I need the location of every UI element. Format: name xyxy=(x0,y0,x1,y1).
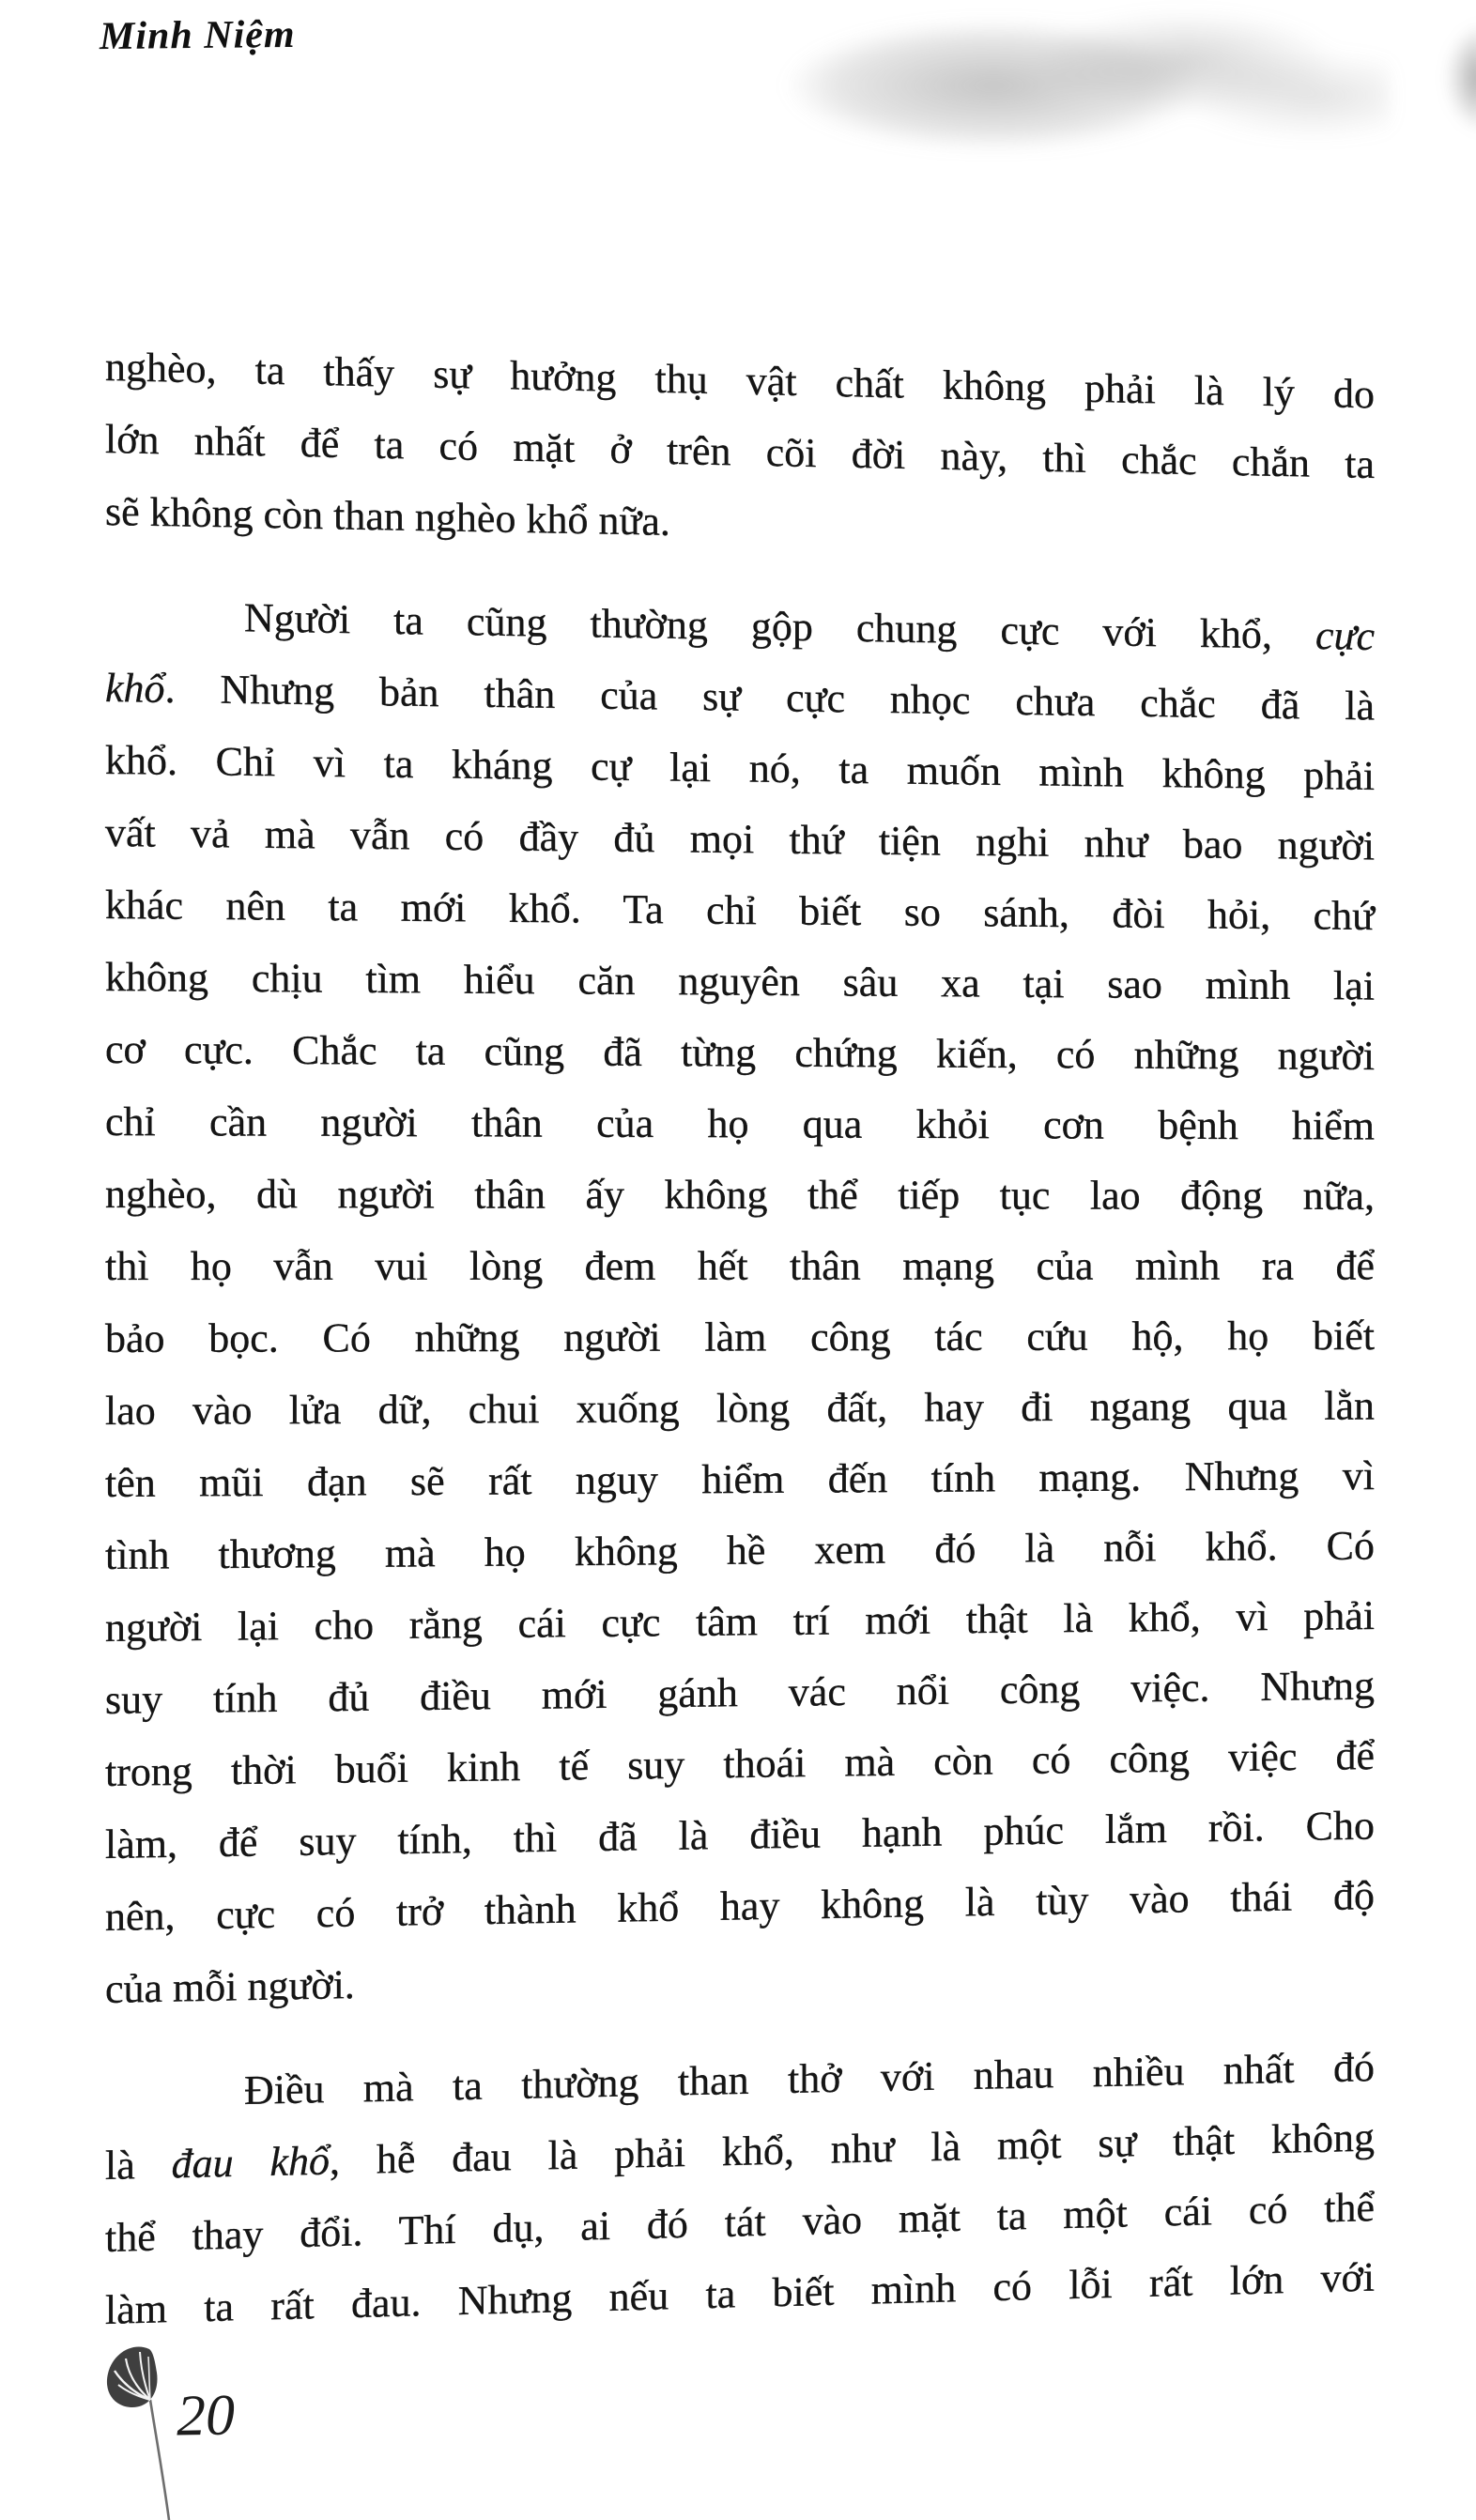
text-segment: , hễ đau là phải khổ, như là một sự thật không xyxy=(330,2113,1375,2184)
text-segment: chỉ cần người thân của họ qua khỏi cơn bệnh hiểm xyxy=(105,1099,1375,1149)
text-line xyxy=(105,1013,1375,1092)
text-line xyxy=(105,1370,1375,1447)
text-segment: tình thương mà họ không hề xem đó là nỗi khổ. Có xyxy=(105,1522,1375,1578)
page-header-author: Minh Niệm xyxy=(99,12,296,59)
text-segment: khổ. Chỉ vì ta kháng cự lại nó, ta muốn mình không phải xyxy=(105,737,1375,800)
text-line xyxy=(105,1299,1375,1375)
text-segment: vất vả mà vẫn có đầy đủ mọi thứ tiện nghi như bao người xyxy=(105,809,1375,869)
text-line xyxy=(105,868,1375,952)
body-text xyxy=(105,330,1375,2346)
text-segment: Điều mà ta thường than thở với nhau nhiều nhất đó xyxy=(244,2044,1375,2113)
text-segment: làm ta rất đau. Nhưng nếu ta biết mình có lỗi rất lớn với xyxy=(105,2253,1375,2333)
text-segment: nghèo, ta thấy sự hưởng thụ vật chất không phải là lý do xyxy=(105,344,1375,418)
text-segment: thể thay đổi. Thí dụ, ai đó tát vào mặt ta một cái có thể xyxy=(105,2184,1375,2261)
text-segment: lớn nhất để ta có mặt ở trên cõi đời này, thì chắc chắn ta xyxy=(105,416,1375,487)
text-segment: trong thời buổi kinh tế suy thoái mà còn có công việc để xyxy=(105,1732,1375,1795)
text-segment: sẽ không còn than nghèo khổ nữa. xyxy=(105,488,670,545)
scan-smudge-edge xyxy=(1405,19,1476,160)
text-segment: khác nên ta mới khổ. Ta chỉ biết so sánh, đòi hỏi, chứ xyxy=(105,882,1375,940)
text-segment: lao vào lửa dữ, chui xuống lòng đất, hay đi ngang qua lằn xyxy=(105,1382,1375,1434)
text-line xyxy=(105,1158,1375,1232)
text-segment: nên, cực có trở thành khổ hay không là tùy vào thái độ xyxy=(105,1872,1375,1940)
text-line xyxy=(105,941,1375,1022)
text-line xyxy=(105,1230,1375,1302)
text-segment: suy tính đủ điều mới gánh vác nổi công việc. Nhưng xyxy=(105,1662,1375,1723)
text-segment: bảo bọc. Có những người làm công tác cứu hộ, họ biết xyxy=(105,1313,1375,1361)
paragraph xyxy=(105,330,1375,547)
italic-text-segment: cực xyxy=(1315,611,1375,660)
text-line xyxy=(105,1085,1375,1162)
text-segment: là xyxy=(105,2141,172,2189)
italic-text-segment: đau khổ xyxy=(171,2137,331,2188)
text-segment: làm, để suy tính, thì đã là điều hạnh phúc lắm rồi. Cho xyxy=(105,1802,1375,1867)
scan-smudge xyxy=(751,0,1390,164)
italic-text-segment: khổ xyxy=(105,665,165,712)
text-line xyxy=(105,796,1375,883)
paragraph xyxy=(105,579,1375,2025)
text-segment: tên mũi đạn sẽ rất nguy hiểm đến tính mạng. Nhưng vì xyxy=(105,1452,1375,1506)
text-segment: không chịu tìm hiểu căn nguyên sâu xa tại sao mình lại xyxy=(105,954,1375,1009)
page-number: 20 xyxy=(176,2383,236,2449)
text-segment: Người ta cũng thường gộp chung cực với khổ, xyxy=(244,594,1315,658)
text-segment: nghèo, dù người thân ấy không thể tiếp tục lao động nữa, xyxy=(105,1171,1375,1220)
text-segment: thì họ vẫn vui lòng đem hết thân mạng của mình ra để xyxy=(105,1242,1375,1289)
text-segment: cơ cực. Chắc ta cũng đã từng chứng kiến, có những người xyxy=(105,1026,1375,1080)
text-segment: người lại cho rằng cái cực tâm trí mới thật là khổ, vì phải xyxy=(105,1592,1375,1651)
text-segment: của mỗi người. xyxy=(105,1961,355,2012)
text-segment: . Nhưng bản thân của sự cực nhọc chưa chắc đã là xyxy=(164,665,1375,730)
paragraph xyxy=(105,2044,1375,2346)
text-line xyxy=(105,1510,1375,1591)
text-line xyxy=(105,1439,1375,1519)
